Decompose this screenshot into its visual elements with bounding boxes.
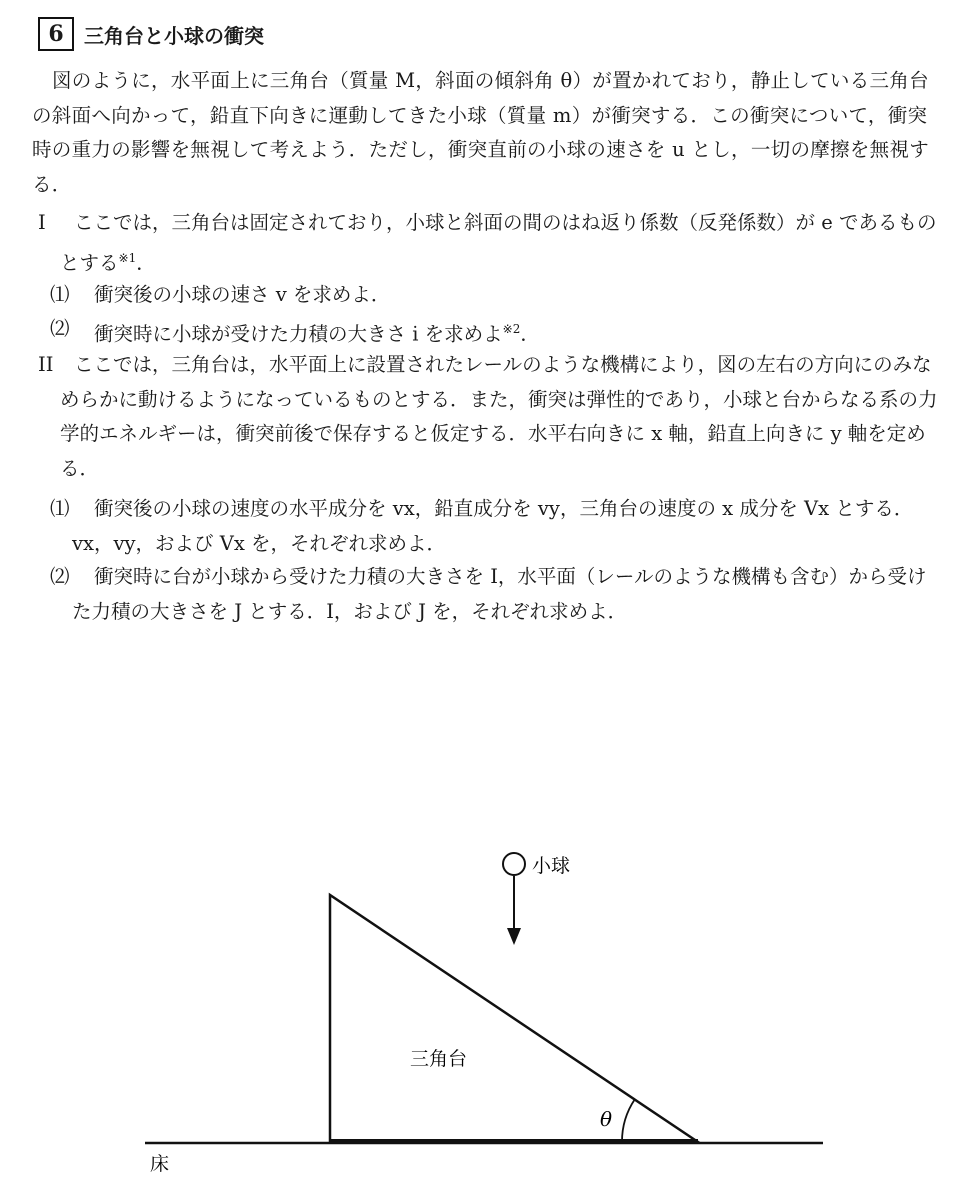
ball-label: 小球 — [532, 855, 571, 877]
question-text: 衝突後の小球の速度の水平成分を vx，鉛直成分を vy，三角台の速度の x 成分を Vx とする．vx，vy，および Vx を，それぞれ求めよ． — [72, 497, 914, 555]
question-text: 衝突時に台が小球から受けた力積の大きさを I，水平面（レールのような機構も含む）から受けた力積の大きさを J とする．I，および J を，それぞれ求めよ． — [72, 565, 927, 623]
footnote-mark-1: ※1 — [118, 250, 137, 265]
part-1-label: I — [38, 211, 46, 234]
part-1-text: ここでは，三角台は固定されており，小球と斜面の間のはね返り係数（反発係数）が e であるものとする$^{※1}$． — [60, 211, 937, 274]
problem-number: 6 — [38, 17, 74, 51]
angle-arc — [622, 1099, 635, 1142]
question-label: ⑴ — [50, 497, 70, 520]
ball — [503, 853, 525, 875]
question-label: ⑵ — [50, 565, 70, 588]
part-2-label: II — [38, 353, 54, 376]
angle-label: θ — [600, 1107, 613, 1131]
block-label: 三角台 — [410, 1048, 468, 1070]
floor-label: 床 — [150, 1153, 170, 1175]
question-label: ⑵ — [50, 317, 70, 340]
arrow-head-icon — [507, 928, 521, 945]
intro-paragraph: 図のように，水平面上に三角台（質量 M，斜面の傾斜角 θ）が置かれており，静止している三角台の斜面へ向かって，鉛直下向きに運動してきた小球（質量 m）が衝突する．この衝突について，衝突時の重力の影響を無視して考えよう．ただし，衝突直前の小球の速さを u とし，一切の摩擦を無視する． — [32, 69, 930, 196]
question-text: 衝突後の小球の速さ v を求めよ． — [94, 283, 391, 306]
question-label: ⑴ — [50, 283, 70, 306]
part-2-text: ここでは，三角台は，水平面上に設置されたレールのような機構により，図の左右の方向にのみなめらかに動けるようになっているものとする．また，衝突は弾性的であり，小球と台からなる系の力学的エネルギーは，衝突前後で保存すると仮定する．水平右向きに x 軸，鉛直上向きに y 軸を定める． — [60, 353, 938, 480]
question-text: 衝突時に小球が受けた力積の大きさ i を求めよ$^{※2}$． — [94, 322, 540, 346]
problem-title: 三角台と小球の衝突 — [84, 23, 264, 48]
footnote-mark-2: ※2 — [502, 322, 521, 336]
